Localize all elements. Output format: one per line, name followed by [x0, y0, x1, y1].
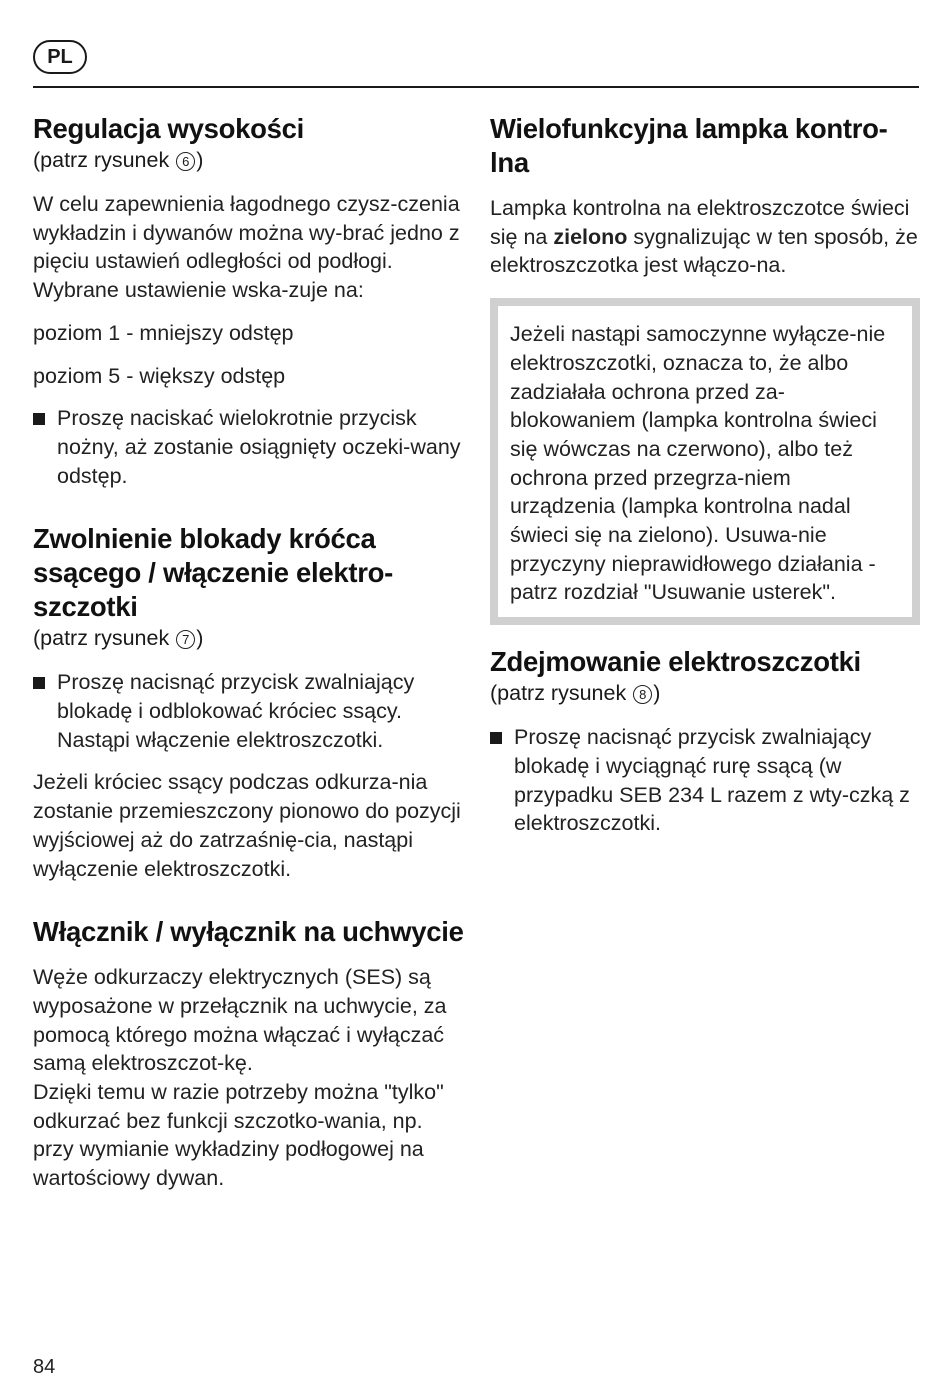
lamp-color-green: zielono — [553, 224, 628, 249]
ref-prefix: (patrz rysunek — [33, 148, 176, 172]
section-indicator-lamp — [490, 112, 922, 625]
bullet-text: Proszę nacisnąć przycisk zwalniający blokadę i wyciągnąć rurę ssącą (w przypadku SEB 234 L razem z wty-czką z elektroszczotki. — [514, 725, 910, 836]
note-text: Jeżeli nastąpi samoczynne wyłącze-nie elektroszczotki, oznacza to, że albo zadziałała ochrona przed za-blokowaniem (lampka kontrolna świeci się wówczas na czerwono), albo też ochrona przed przegrza-niem urządzenia (lampka kontrolna nadal świeci się na zielono). Usuwa-nie przyczyny nieprawidłowego działania - patrz rozdział "Usuwanie usterek". — [510, 322, 886, 605]
section-title-brush-removal: Zdejmowanie elektroszczotki — [490, 646, 861, 678]
figure-number-circle: 7 — [176, 630, 195, 649]
ref-suffix: ) — [196, 148, 204, 172]
figure-reference — [490, 679, 922, 707]
figure-number-circle: 8 — [633, 685, 652, 704]
bullet-item — [33, 668, 465, 754]
lamp-text-end: sygnalizując w ten sposób, że elektroszczotka jest włączo-na. — [490, 224, 918, 278]
lamp-text-start: Lampka kontrolna na elektroszczotce świeci się na — [490, 196, 910, 249]
figure-number-circle: 6 — [176, 152, 195, 171]
page-number: 84 — [33, 1356, 56, 1378]
paragraph: Jeżeli króciec ssący podczas odkurza-nia zostanie przemieszczony pionowo do pozycji wyjściowej aż do zatrzaśnię-cia, nastąpi wyłączenie elektroszczotki. — [33, 770, 461, 881]
section-title-suction-release: Zwolnienie blokady króćca ssącego / włączenie elektro-szczotki — [33, 523, 393, 623]
note-box — [490, 298, 920, 625]
level-1-text: poziom 1 - mniejszy odstęp — [33, 320, 294, 345]
section-title-height: Regulacja wysokości — [33, 113, 304, 144]
section-suction-release — [33, 522, 465, 883]
section-handle-switch — [33, 915, 465, 1193]
right-column — [490, 112, 922, 838]
section-title-handle-switch: Włącznik / wyłącznik na uchwycie — [33, 916, 464, 948]
ref-suffix: ) — [196, 626, 204, 651]
figure-reference — [33, 146, 465, 174]
bullet-item — [490, 723, 922, 838]
bullet-text: Proszę naciskać wielokrotnie przycisk nożny, aż zostanie osiągnięty oczeki-wany odstęp. — [57, 406, 461, 488]
bullet-square-icon — [33, 677, 45, 689]
bullet-item — [33, 404, 465, 490]
paragraph: Dzięki temu w razie potrzeby można "tylko" odkurzać bez funkcji szczotko-wania, np. przy wymianie wykładziny podłogowej na wartościowy dywan. — [33, 1080, 444, 1191]
paragraph: Węże odkurzaczy elektrycznych (SES) są wyposażone w przełącznik na uchwycie, za pomocą którego można włączać i wyłączać samą elektroszczot-kę. — [33, 965, 447, 1076]
ref-suffix: ) — [653, 681, 661, 706]
ref-prefix: (patrz rysunek — [33, 626, 176, 651]
level-5-text: poziom 5 - większy odstęp — [33, 363, 286, 388]
section-height-adjustment — [33, 112, 465, 490]
bullet-square-icon — [33, 413, 45, 425]
left-column — [33, 112, 465, 1193]
language-badge: PL — [33, 40, 87, 74]
bullet-square-icon — [490, 732, 502, 744]
ref-prefix: (patrz rysunek — [490, 681, 633, 706]
figure-reference — [33, 624, 465, 652]
header-divider — [33, 86, 919, 88]
section-title-indicator-lamp: Wielofunkcyjna lampka kontro-lna — [490, 113, 888, 178]
paragraph — [490, 194, 922, 280]
bullet-text: Proszę nacisnąć przycisk zwalniający blokadę i odblokować króciec ssący. Nastąpi włączenie elektroszczotki. — [57, 670, 415, 752]
paragraph: W celu zapewnienia łagodnego czysz-czenia wykładzin i dywanów można wy-brać jedno z pięciu ustawień odległości od podłogi. Wybrane ustawienie wska-zuje na: — [33, 192, 460, 303]
section-brush-removal — [490, 645, 922, 838]
